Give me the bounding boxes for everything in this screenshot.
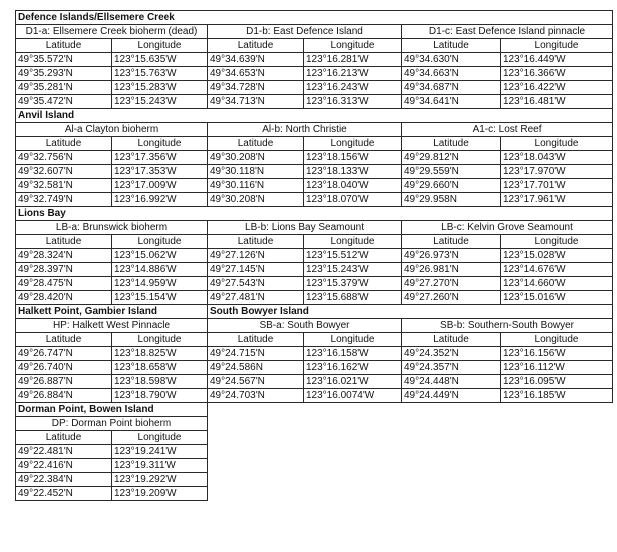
longitude-cell: 123°15.243'W <box>304 263 402 277</box>
longitude-cell: 123°15.243'W <box>112 95 208 109</box>
empty-cell <box>208 403 613 417</box>
latitude-cell: 49°24.586N <box>208 361 304 375</box>
longitude-cell: 123°14.886'W <box>112 263 208 277</box>
latitude-cell: 49°34.728'N <box>208 81 304 95</box>
group-title-row <box>16 403 613 417</box>
latitude-cell: 49°22.384'N <box>16 473 112 487</box>
longitude-cell: 123°16.156'W <box>501 347 613 361</box>
site-name: DP: Dorman Point bioherm <box>16 417 208 431</box>
latitude-cell: 49°32.749'N <box>16 193 112 207</box>
latitude-cell: 49°22.481'N <box>16 445 112 459</box>
longitude-cell: 123°18.598'W <box>112 375 208 389</box>
latitude-header: Latitude <box>208 333 304 347</box>
longitude-cell: 123°18.790'W <box>112 389 208 403</box>
latitude-cell: 49°32.581'N <box>16 179 112 193</box>
longitude-cell: 123°15.763'W <box>112 67 208 81</box>
table-row <box>16 95 613 109</box>
longitude-cell: 123°16.158'W <box>304 347 402 361</box>
latitude-cell: 49°34.639'N <box>208 53 304 67</box>
longitude-header: Longitude <box>304 39 402 53</box>
longitude-cell: 123°15.283'W <box>112 81 208 95</box>
longitude-cell: 123°16.185'W <box>501 389 613 403</box>
latitude-cell: 49°34.713'N <box>208 95 304 109</box>
latitude-cell: 49°32.607'N <box>16 165 112 179</box>
longitude-cell: 123°18.040'W <box>304 179 402 193</box>
group-title: Lions Bay <box>16 207 613 221</box>
empty-cell <box>208 473 613 487</box>
group-title: Dorman Point, Bowen Island <box>16 403 208 417</box>
longitude-cell: 123°14.676'W <box>501 263 613 277</box>
site-name: LB-c: Kelvin Grove Seamount <box>402 221 613 235</box>
site-name-row <box>16 221 613 235</box>
table-row <box>16 53 613 67</box>
latitude-cell: 49°22.452'N <box>16 487 112 501</box>
group-title: Anvil Island <box>16 109 613 123</box>
longitude-cell: 123°17.970'W <box>501 165 613 179</box>
site-name: D1-b: East Defence Island <box>208 25 402 39</box>
table-row <box>16 347 613 361</box>
latitude-cell: 49°32.756'N <box>16 151 112 165</box>
latitude-cell: 49°27.270'N <box>402 277 501 291</box>
longitude-cell: 123°16.481'W <box>501 95 613 109</box>
latitude-cell: 49°30.208'N <box>208 151 304 165</box>
longitude-cell: 123°16.422'W <box>501 81 613 95</box>
table-row <box>16 291 613 305</box>
group-title: Halkett Point, Gambier Island <box>16 305 208 319</box>
longitude-header: Longitude <box>112 431 208 445</box>
table-row <box>16 459 613 473</box>
latitude-cell: 49°27.145'N <box>208 263 304 277</box>
latitude-cell: 49°27.260'N <box>402 291 501 305</box>
longitude-header: Longitude <box>304 235 402 249</box>
longitude-cell: 123°19.209'W <box>112 487 208 501</box>
longitude-header: Longitude <box>501 235 613 249</box>
latitude-cell: 49°30.118'N <box>208 165 304 179</box>
latitude-cell: 49°30.116'N <box>208 179 304 193</box>
site-name-row <box>16 417 613 431</box>
group-title-row <box>16 207 613 221</box>
longitude-header: Longitude <box>112 39 208 53</box>
latitude-cell: 49°27.543'N <box>208 277 304 291</box>
group-title: South Bowyer Island <box>208 305 613 319</box>
table-row <box>16 445 613 459</box>
longitude-cell: 123°15.635'W <box>112 53 208 67</box>
longitude-header: Longitude <box>112 137 208 151</box>
latitude-cell: 49°27.126'N <box>208 249 304 263</box>
table-row <box>16 249 613 263</box>
latitude-cell: 49°26.887'N <box>16 375 112 389</box>
latitude-cell: 49°34.653'N <box>208 67 304 81</box>
latitude-cell: 49°29.958N <box>402 193 501 207</box>
site-name: LB-a: Brunswick bioherm <box>16 221 208 235</box>
longitude-cell: 123°19.311'W <box>112 459 208 473</box>
latitude-cell: 49°26.973'N <box>402 249 501 263</box>
longitude-cell: 123°16.449'W <box>501 53 613 67</box>
longitude-cell: 123°15.512'W <box>304 249 402 263</box>
column-header-row <box>16 137 613 151</box>
table-row <box>16 361 613 375</box>
longitude-cell: 123°15.688'W <box>304 291 402 305</box>
latitude-cell: 49°22.416'N <box>16 459 112 473</box>
longitude-cell: 123°19.241'W <box>112 445 208 459</box>
longitude-header: Longitude <box>501 333 613 347</box>
table-row <box>16 165 613 179</box>
longitude-header: Longitude <box>112 333 208 347</box>
latitude-header: Latitude <box>208 39 304 53</box>
longitude-cell: 123°14.959'W <box>112 277 208 291</box>
group-title-row <box>16 109 613 123</box>
longitude-cell: 123°16.366'W <box>501 67 613 81</box>
latitude-cell: 49°26.884'N <box>16 389 112 403</box>
latitude-cell: 49°24.352'N <box>402 347 501 361</box>
latitude-header: Latitude <box>402 235 501 249</box>
longitude-cell: 123°18.133'W <box>304 165 402 179</box>
empty-cell <box>208 445 613 459</box>
longitude-cell: 123°17.701'W <box>501 179 613 193</box>
longitude-cell: 123°17.961'W <box>501 193 613 207</box>
latitude-cell: 49°35.293'N <box>16 67 112 81</box>
site-name-row <box>16 25 613 39</box>
longitude-header: Longitude <box>304 333 402 347</box>
latitude-cell: 49°35.281'N <box>16 81 112 95</box>
longitude-cell: 123°18.825'W <box>112 347 208 361</box>
longitude-cell: 123°15.016'W <box>501 291 613 305</box>
longitude-cell: 123°17.353'W <box>112 165 208 179</box>
latitude-header: Latitude <box>16 39 112 53</box>
longitude-header: Longitude <box>501 137 613 151</box>
latitude-cell: 49°28.420'N <box>16 291 112 305</box>
latitude-cell: 49°29.559'N <box>402 165 501 179</box>
site-name: D1-c: East Defence Island pinnacle <box>402 25 613 39</box>
site-name: LB-b: Lions Bay Seamount <box>208 221 402 235</box>
latitude-header: Latitude <box>402 137 501 151</box>
coordinates-table <box>15 10 613 501</box>
latitude-header: Latitude <box>16 137 112 151</box>
latitude-cell: 49°34.630'N <box>402 53 501 67</box>
site-name: D1-a: Ellsemere Creek bioherm (dead) <box>16 25 208 39</box>
table-row <box>16 151 613 165</box>
latitude-cell: 49°27.481'N <box>208 291 304 305</box>
longitude-cell: 123°15.028'W <box>501 249 613 263</box>
latitude-header: Latitude <box>16 431 112 445</box>
latitude-cell: 49°24.715'N <box>208 347 304 361</box>
latitude-cell: 49°24.703'N <box>208 389 304 403</box>
longitude-cell: 123°16.313'W <box>304 95 402 109</box>
latitude-header: Latitude <box>16 333 112 347</box>
site-name: SB-a: South Bowyer <box>208 319 402 333</box>
longitude-cell: 123°16.243'W <box>304 81 402 95</box>
latitude-header: Latitude <box>208 235 304 249</box>
column-header-row <box>16 333 613 347</box>
table-row <box>16 389 613 403</box>
site-name: Al-b: North Christie <box>208 123 402 137</box>
latitude-cell: 49°24.448'N <box>402 375 501 389</box>
column-header-row <box>16 235 613 249</box>
latitude-header: Latitude <box>208 137 304 151</box>
longitude-cell: 123°16.162'W <box>304 361 402 375</box>
latitude-cell: 49°34.641'N <box>402 95 501 109</box>
longitude-cell: 123°16.213'W <box>304 67 402 81</box>
group-title-row <box>16 11 613 25</box>
latitude-header: Latitude <box>402 39 501 53</box>
longitude-cell: 123°16.021'W <box>304 375 402 389</box>
longitude-cell: 123°16.112'W <box>501 361 613 375</box>
latitude-cell: 49°24.357'N <box>402 361 501 375</box>
table-row <box>16 179 613 193</box>
site-name: HP: Halkett West Pinnacle <box>16 319 208 333</box>
empty-cell <box>208 431 613 445</box>
column-header-row <box>16 431 613 445</box>
site-name: SB-b: Southern-South Bowyer <box>402 319 613 333</box>
table-row <box>16 487 613 501</box>
latitude-cell: 49°29.660'N <box>402 179 501 193</box>
site-name: Al-a Clayton bioherm <box>16 123 208 137</box>
table-row <box>16 263 613 277</box>
longitude-header: Longitude <box>112 235 208 249</box>
longitude-cell: 123°16.992'W <box>112 193 208 207</box>
latitude-cell: 49°30.208'N <box>208 193 304 207</box>
column-header-row <box>16 39 613 53</box>
table-row <box>16 67 613 81</box>
empty-cell <box>208 459 613 473</box>
longitude-cell: 123°15.379'W <box>304 277 402 291</box>
longitude-cell: 123°18.658'W <box>112 361 208 375</box>
empty-cell <box>208 417 613 431</box>
table-row <box>16 473 613 487</box>
longitude-header: Longitude <box>501 39 613 53</box>
site-name-row <box>16 123 613 137</box>
group-title: Defence Islands/Ellsemere Creek <box>16 11 613 25</box>
latitude-cell: 49°26.747'N <box>16 347 112 361</box>
longitude-cell: 123°15.062'W <box>112 249 208 263</box>
longitude-cell: 123°16.281'W <box>304 53 402 67</box>
table-row <box>16 277 613 291</box>
table-row <box>16 193 613 207</box>
longitude-cell: 123°15.154'W <box>112 291 208 305</box>
latitude-cell: 49°34.663'N <box>402 67 501 81</box>
longitude-cell: 123°17.009'W <box>112 179 208 193</box>
longitude-cell: 123°18.070'W <box>304 193 402 207</box>
longitude-cell: 123°16.0074'W <box>304 389 402 403</box>
latitude-cell: 49°28.475'N <box>16 277 112 291</box>
group-title-row <box>16 305 613 319</box>
latitude-cell: 49°29.812'N <box>402 151 501 165</box>
table-row <box>16 375 613 389</box>
longitude-cell: 123°18.043'W <box>501 151 613 165</box>
latitude-cell: 49°26.981'N <box>402 263 501 277</box>
site-name-row <box>16 319 613 333</box>
latitude-cell: 49°35.472'N <box>16 95 112 109</box>
table-row <box>16 81 613 95</box>
longitude-cell: 123°18.156'W <box>304 151 402 165</box>
site-name: A1-c: Lost Reef <box>402 123 613 137</box>
empty-cell <box>208 487 613 501</box>
longitude-cell: 123°14.660'W <box>501 277 613 291</box>
latitude-header: Latitude <box>402 333 501 347</box>
latitude-cell: 49°28.397'N <box>16 263 112 277</box>
latitude-cell: 49°24.567'N <box>208 375 304 389</box>
latitude-cell: 49°24.449'N <box>402 389 501 403</box>
longitude-cell: 123°17.356'W <box>112 151 208 165</box>
longitude-cell: 123°19.292'W <box>112 473 208 487</box>
latitude-cell: 49°26.740'N <box>16 361 112 375</box>
latitude-header: Latitude <box>16 235 112 249</box>
longitude-header: Longitude <box>304 137 402 151</box>
longitude-cell: 123°16.095'W <box>501 375 613 389</box>
latitude-cell: 49°28.324'N <box>16 249 112 263</box>
latitude-cell: 49°35.572'N <box>16 53 112 67</box>
latitude-cell: 49°34.687'N <box>402 81 501 95</box>
